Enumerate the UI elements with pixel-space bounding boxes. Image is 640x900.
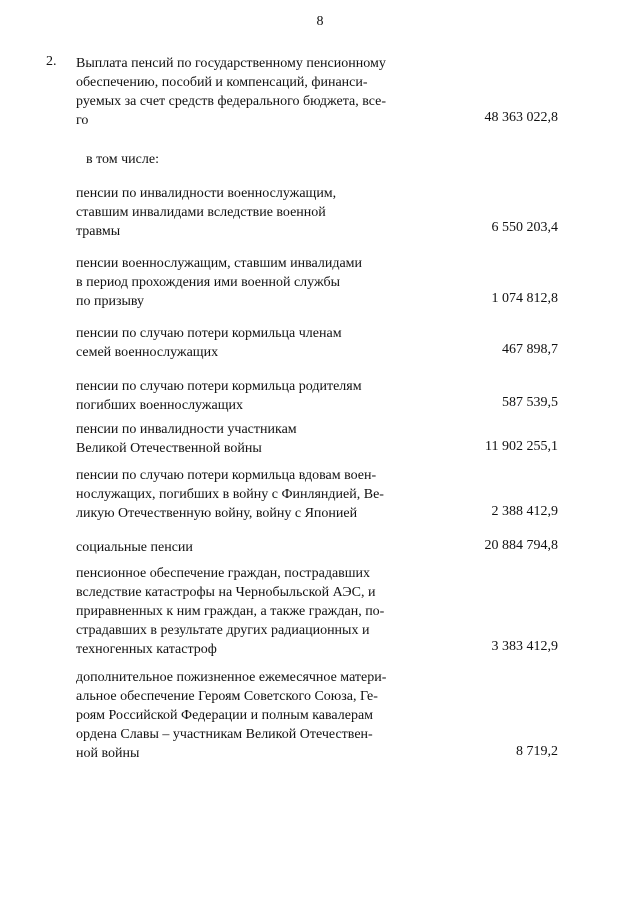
item-text: пенсии по инвалидности участникам Великой Отечественной войны [76,422,297,456]
list-item [76,254,416,311]
item-amount: 11 902 255,1 [485,439,558,454]
section-total: 48 363 022,8 [484,110,558,125]
item-amount: 587 539,5 [502,395,558,410]
item-text: социальные пенсии [76,540,193,555]
item-text: пенсии по случаю потери кормильца родителям погибших военнослужащих [76,379,362,413]
list-item [76,324,416,362]
list-item [76,668,436,763]
list-item [76,564,436,659]
list-item [76,184,416,241]
list-item [76,420,416,458]
item-amount: 6 550 203,4 [491,220,558,235]
item-amount: 3 383 412,9 [491,639,558,654]
list-item [76,466,436,523]
item-text: пенсионное обеспечение граждан, пострадавших вследствие катастрофы на Чернобыльской АЭС, и приравненных к ним граждан, а также граждан, по- страдавших в результате других радиационных и техногенных катастроф [76,566,385,657]
page-number: 8 [316,14,324,29]
section-number: 2. [46,54,57,69]
section-title-text: Выплата пенсий по государственному пенсионному обеспечению, пособий и компенсаций, финанси- руемых за счет средств федерального бюджета, все- го [76,56,386,128]
list-item [76,377,416,415]
item-amount: 20 884 794,8 [484,538,558,553]
item-amount: 1 074 812,8 [491,291,558,306]
item-text: пенсии по случаю потери кормильца вдовам воен- нослужащих, погибших в войну с Финляндией, Ве- ликую Отечественную войну, войну с Японией [76,468,384,521]
item-text: дополнительное пожизненное ежемесячное матери- альное обеспечение Героям Советского Союза, Ге- роям Российской Федерации и полным кавалерам ордена Славы – участникам Великой Отечествен- ной войны [76,670,387,761]
list-item [76,538,416,557]
item-text: пенсии по случаю потери кормильца членам семей военнослужащих [76,326,342,360]
section-title [76,54,436,130]
item-text: пенсии военнослужащим, ставшим инвалидами в период прохождения ими военной службы по призыву [76,256,363,309]
item-amount: 467 898,7 [502,342,558,357]
item-amount: 2 388 412,9 [491,504,558,519]
item-text: пенсии по инвалидности военнослужащим, ставшим инвалидами вследствие военной травмы [76,186,337,239]
subheading: в том числе: [86,152,159,167]
item-amount: 8 719,2 [516,744,558,759]
